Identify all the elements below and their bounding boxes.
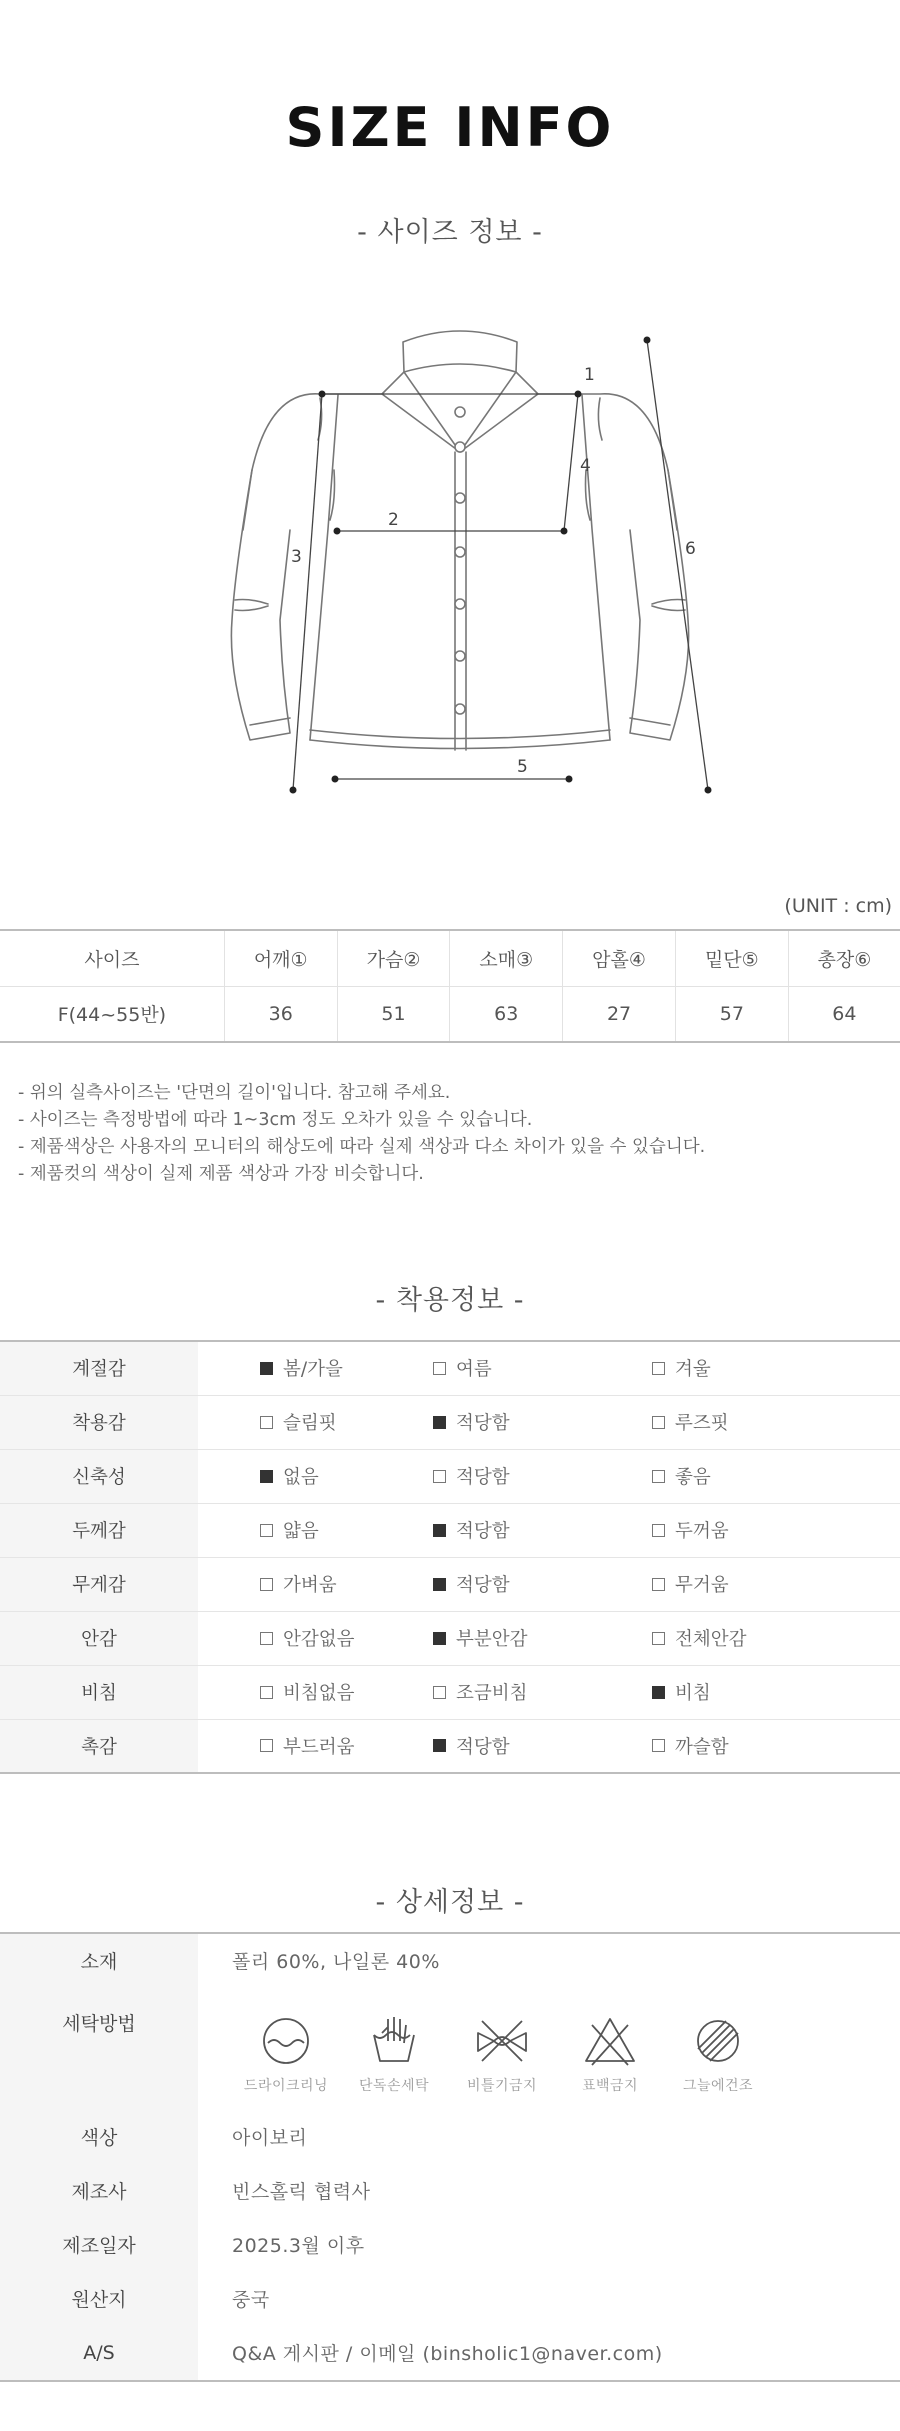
wash-item bbox=[674, 2011, 762, 2095]
checked-box-icon bbox=[652, 1686, 665, 1699]
note-item: - 제품컷의 색상이 실제 제품 색상과 가장 비슷합니다. bbox=[18, 1164, 424, 1184]
fit-option-cell bbox=[652, 1719, 900, 1773]
shirt-measurement-diagram bbox=[210, 320, 730, 810]
fit-row bbox=[0, 1395, 900, 1449]
fit-option bbox=[652, 1409, 729, 1435]
color-value: 아이보리 bbox=[232, 2126, 308, 2149]
fit-option bbox=[433, 1355, 492, 1381]
fit-option-cell bbox=[433, 1395, 652, 1449]
fit-option-cell bbox=[652, 1449, 900, 1503]
fit-option-label: 조금비침 bbox=[456, 1683, 528, 1704]
wash-item bbox=[458, 2011, 546, 2095]
size-cell: 63 bbox=[450, 986, 563, 1042]
unchecked-box-icon bbox=[260, 1632, 273, 1645]
fit-option-cell bbox=[652, 1395, 900, 1449]
no-bleach-icon bbox=[580, 2011, 640, 2071]
unchecked-box-icon bbox=[433, 1686, 446, 1699]
checked-box-icon bbox=[433, 1416, 446, 1429]
fit-option-label: 비침 bbox=[675, 1683, 711, 1704]
fit-option bbox=[433, 1625, 527, 1651]
fit-option-label: 무거움 bbox=[675, 1575, 729, 1596]
maker-value: 빈스홀릭 협력사 bbox=[232, 2180, 371, 2203]
size-cell: F(44~55반) bbox=[0, 986, 224, 1042]
fit-option-label: 겨울 bbox=[675, 1359, 711, 1381]
size-cell: 27 bbox=[563, 986, 676, 1042]
wash-label: 표백금지 bbox=[581, 2078, 639, 2094]
size-table bbox=[0, 929, 900, 1043]
fit-option-cell bbox=[198, 1395, 433, 1449]
label-2: 2 bbox=[388, 510, 399, 530]
fit-option bbox=[260, 1463, 319, 1489]
detail-row-wash bbox=[0, 1987, 900, 2109]
fit-option-cell bbox=[198, 1719, 433, 1773]
fit-option-label: 안감없음 bbox=[283, 1629, 355, 1650]
fit-option bbox=[652, 1571, 729, 1597]
note-item: - 사이즈는 측정방법에 따라 1~3cm 정도 오차가 있을 수 있습니다. bbox=[18, 1110, 533, 1130]
fit-option-cell bbox=[433, 1665, 652, 1719]
fit-option-label: 적당함 bbox=[456, 1467, 510, 1488]
fit-option bbox=[652, 1517, 729, 1543]
fit-option-label: 전체안감 bbox=[675, 1629, 747, 1650]
fit-option-cell bbox=[652, 1557, 900, 1611]
fit-option-label: 슬림핏 bbox=[283, 1413, 337, 1434]
wash-label: 단독손세탁 bbox=[358, 2078, 430, 2094]
fit-option bbox=[433, 1679, 527, 1705]
detail-label: 제조사 bbox=[0, 2163, 198, 2217]
unchecked-box-icon bbox=[260, 1416, 273, 1429]
header-cell: 총장⑥ bbox=[817, 948, 872, 971]
fit-option-label: 두꺼움 bbox=[675, 1521, 729, 1542]
header-cell: 어깨① bbox=[224, 930, 337, 986]
fit-option-label: 적당함 bbox=[456, 1736, 510, 1758]
unchecked-box-icon bbox=[652, 1362, 665, 1375]
fit-option-cell bbox=[433, 1719, 652, 1773]
fit-option bbox=[260, 1355, 343, 1381]
checked-box-icon bbox=[260, 1470, 273, 1483]
wash-icons-cell bbox=[198, 1987, 900, 2109]
unchecked-box-icon bbox=[260, 1524, 273, 1537]
hand-wash-icon bbox=[364, 2011, 424, 2071]
fit-option-label: 없음 bbox=[283, 1467, 319, 1488]
label-4: 4 bbox=[580, 456, 591, 476]
label-5: 5 bbox=[517, 757, 528, 777]
fit-section-subtitle: - 착용정보 - bbox=[375, 1285, 525, 1316]
fit-option-cell bbox=[433, 1503, 652, 1557]
fit-option-label: 봄/가을 bbox=[283, 1359, 343, 1381]
fit-row-label: 착용감 bbox=[0, 1395, 198, 1449]
fit-option-label: 까슬함 bbox=[675, 1736, 729, 1758]
fit-row-label: 무게감 bbox=[0, 1557, 198, 1611]
detail-info-table bbox=[0, 1932, 900, 2382]
note-item: - 제품색상은 사용자의 모니터의 해상도에 따라 실제 색상과 다소 차이가 있을 수 있습니다. bbox=[18, 1137, 706, 1157]
unchecked-box-icon bbox=[260, 1686, 273, 1699]
date-value: 2025.3월 이후 bbox=[232, 2234, 365, 2257]
checked-box-icon bbox=[260, 1362, 273, 1375]
fit-option-cell bbox=[198, 1557, 433, 1611]
unchecked-box-icon bbox=[652, 1470, 665, 1483]
fit-option bbox=[260, 1571, 337, 1597]
fit-row-label: 두께감 bbox=[0, 1503, 198, 1557]
fit-option bbox=[652, 1679, 711, 1705]
fit-row-label: 안감 bbox=[0, 1611, 198, 1665]
wash-label: 비틀기금지 bbox=[466, 2078, 538, 2094]
detail-label: 제조일자 bbox=[0, 2217, 198, 2271]
fit-option-cell bbox=[198, 1665, 433, 1719]
fit-option bbox=[652, 1355, 711, 1381]
fit-option-label: 적당함 bbox=[456, 1575, 510, 1596]
unchecked-box-icon bbox=[652, 1632, 665, 1645]
label-3: 3 bbox=[291, 547, 302, 567]
fit-option-label: 적당함 bbox=[456, 1413, 510, 1434]
dry-clean-icon bbox=[256, 2011, 316, 2071]
unchecked-box-icon bbox=[433, 1470, 446, 1483]
header-cell: 사이즈 bbox=[0, 930, 224, 986]
fit-option bbox=[433, 1517, 510, 1543]
fit-option-label: 여름 bbox=[456, 1359, 492, 1381]
fit-row bbox=[0, 1719, 900, 1773]
wash-label: 드라이크리닝 bbox=[243, 2078, 329, 2094]
detail-row-origin bbox=[0, 2271, 900, 2325]
size-cell: 57 bbox=[675, 986, 788, 1042]
fit-option-label: 적당함 bbox=[456, 1521, 510, 1542]
note-item: - 위의 실측사이즈는 '단면의 길이'입니다. 참고해 주세요. bbox=[18, 1083, 451, 1103]
detail-row-date bbox=[0, 2217, 900, 2271]
fit-option bbox=[433, 1409, 510, 1435]
detail-label: A/S bbox=[0, 2325, 198, 2381]
size-cell: 51 bbox=[337, 986, 450, 1042]
unchecked-box-icon bbox=[260, 1578, 273, 1591]
detail-row-maker bbox=[0, 2163, 900, 2217]
unchecked-box-icon bbox=[433, 1362, 446, 1375]
detail-label: 세탁방법 bbox=[0, 1987, 198, 2109]
wash-item bbox=[350, 2011, 438, 2095]
fit-row bbox=[0, 1449, 900, 1503]
fit-option-cell bbox=[198, 1449, 433, 1503]
label-6: 6 bbox=[685, 539, 696, 559]
checked-box-icon bbox=[433, 1739, 446, 1752]
fit-option-label: 비침없음 bbox=[283, 1683, 355, 1704]
fit-option bbox=[260, 1517, 319, 1543]
fit-row-label: 촉감 bbox=[0, 1719, 198, 1773]
unit-label: (UNIT : cm) bbox=[784, 895, 892, 917]
checked-box-icon bbox=[433, 1524, 446, 1537]
fit-option bbox=[433, 1571, 510, 1597]
detail-section-subtitle: - 상세정보 - bbox=[375, 1887, 525, 1918]
fit-option-cell bbox=[652, 1611, 900, 1665]
material-value: 폴리 60%, 나일론 40% bbox=[232, 1951, 440, 1973]
fit-option-cell bbox=[433, 1557, 652, 1611]
unchecked-box-icon bbox=[652, 1578, 665, 1591]
detail-label: 원산지 bbox=[0, 2271, 198, 2325]
fit-option-cell bbox=[198, 1503, 433, 1557]
fit-row bbox=[0, 1503, 900, 1557]
detail-label: 색상 bbox=[0, 2109, 198, 2163]
fit-option bbox=[433, 1463, 510, 1489]
as-value: Q&A 게시판 / 이메일 (binsholic1@naver.com) bbox=[232, 2343, 663, 2365]
fit-option-label: 좋음 bbox=[675, 1467, 711, 1488]
shade-dry-icon bbox=[688, 2011, 748, 2071]
header-cell: 암홀④ bbox=[563, 930, 676, 986]
fit-option bbox=[260, 1679, 354, 1705]
fit-option-label: 부분안감 bbox=[456, 1629, 528, 1650]
fit-option-label: 부드러움 bbox=[283, 1736, 355, 1758]
fit-option-label: 가벼움 bbox=[283, 1575, 337, 1596]
wash-item bbox=[242, 2011, 330, 2095]
fit-option bbox=[652, 1463, 711, 1489]
fit-option bbox=[652, 1733, 729, 1759]
checked-box-icon bbox=[433, 1578, 446, 1591]
fit-row bbox=[0, 1665, 900, 1719]
fit-option-cell bbox=[652, 1665, 900, 1719]
page-title: SIZE INFO bbox=[285, 96, 615, 159]
unchecked-box-icon bbox=[652, 1524, 665, 1537]
size-section-subtitle: - 사이즈 정보 - bbox=[357, 217, 543, 248]
fit-row bbox=[0, 1341, 900, 1395]
fit-option-cell bbox=[433, 1341, 652, 1395]
fit-row-label: 신축성 bbox=[0, 1449, 198, 1503]
detail-label: 소재 bbox=[0, 1933, 198, 1987]
fit-option-label: 루즈핏 bbox=[675, 1413, 729, 1434]
fit-row bbox=[0, 1611, 900, 1665]
header-cell: 소매③ bbox=[450, 930, 563, 986]
detail-row-as bbox=[0, 2325, 900, 2381]
fit-row-label: 비침 bbox=[0, 1665, 198, 1719]
wash-label: 그늘에건조 bbox=[682, 2078, 754, 2094]
detail-row-color bbox=[0, 2109, 900, 2163]
fit-row-label: 계절감 bbox=[0, 1341, 198, 1395]
fit-option-cell bbox=[433, 1611, 652, 1665]
unchecked-box-icon bbox=[652, 1416, 665, 1429]
table-row bbox=[0, 986, 900, 1042]
size-cell: 36 bbox=[224, 986, 337, 1042]
header-cell: 가슴② bbox=[337, 930, 450, 986]
size-cell: 64 bbox=[832, 1002, 857, 1025]
fit-option bbox=[433, 1733, 510, 1759]
fit-option-cell bbox=[433, 1449, 652, 1503]
header-cell: 밑단⑤ bbox=[675, 930, 788, 986]
size-table-header bbox=[0, 930, 900, 986]
fit-option bbox=[260, 1625, 354, 1651]
fit-option bbox=[260, 1409, 337, 1435]
fit-option-cell bbox=[652, 1503, 900, 1557]
detail-row-material bbox=[0, 1933, 900, 1987]
fit-row bbox=[0, 1557, 900, 1611]
fit-option-cell bbox=[198, 1611, 433, 1665]
fit-option bbox=[652, 1625, 746, 1651]
size-notes bbox=[18, 1080, 888, 1188]
unchecked-box-icon bbox=[260, 1739, 273, 1752]
fit-option-cell bbox=[198, 1341, 433, 1395]
fit-info-table bbox=[0, 1340, 900, 1774]
checked-box-icon bbox=[433, 1632, 446, 1645]
no-wring-icon bbox=[472, 2011, 532, 2071]
fit-option-cell bbox=[652, 1341, 900, 1395]
unchecked-box-icon bbox=[652, 1739, 665, 1752]
fit-option bbox=[260, 1733, 354, 1759]
origin-value: 중국 bbox=[232, 2288, 270, 2311]
fit-option-label: 얇음 bbox=[283, 1521, 319, 1542]
wash-item bbox=[566, 2011, 654, 2095]
label-1: 1 bbox=[584, 365, 595, 385]
